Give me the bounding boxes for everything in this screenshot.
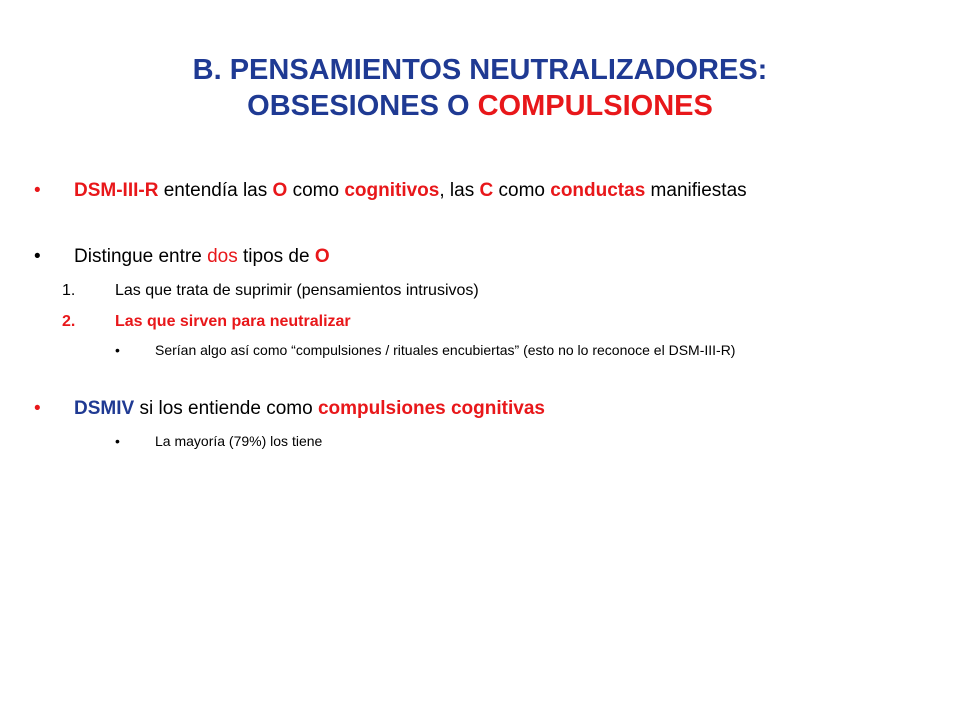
- numbered-item-1-number: 1.: [62, 282, 76, 299]
- bullet-2-dot: •: [34, 246, 41, 267]
- bullet-1-segment: como: [287, 180, 345, 201]
- title-obsesiones: OBSESIONES O: [247, 90, 478, 122]
- title-compulsiones: COMPULSIONES: [477, 90, 713, 122]
- numbered-item-2-number: 2.: [62, 313, 76, 330]
- bullet-2-segment: tipos de: [237, 246, 315, 267]
- cognitivos-term: cognitivos: [344, 180, 440, 201]
- sub-bullet-2-dot: •: [115, 433, 120, 449]
- conductas-term: conductas: [550, 180, 646, 201]
- bullet-1-dot: •: [34, 180, 41, 201]
- dos-term: dos: [207, 246, 238, 267]
- dsmiv-term: DSMIV: [74, 398, 135, 419]
- bullet-3-dot: •: [34, 398, 41, 419]
- numbered-item-1-text: Las que trata de suprimir (pensamientos intrusivos): [115, 282, 479, 299]
- bullet-1-segment: entendía las: [158, 180, 273, 201]
- bullet-3-segment: si los entiende como: [134, 398, 318, 419]
- bullet-2-text: [74, 246, 330, 268]
- sub-bullet-1-dot: •: [115, 342, 120, 358]
- bullet-1-text: [74, 180, 747, 202]
- sub-bullet-1-text: Serían algo así como “compulsiones / rituales encubiertas” (esto no lo reconoce el DSM-III-R): [155, 342, 736, 358]
- compulsion-term: C: [479, 180, 494, 201]
- bullet-2-segment: Distingue entre: [74, 246, 208, 267]
- bullet-1-segment: como: [493, 180, 551, 201]
- numbered-item-2-text: Las que sirven para neutralizar: [115, 313, 351, 330]
- bullet-1-segment: , las: [439, 180, 480, 201]
- bullet-1-segment: manifiestas: [645, 180, 747, 201]
- obsession-term: O: [314, 246, 330, 267]
- sub-bullet-2-text: La mayoría (79%) los tiene: [155, 433, 323, 449]
- slide-title-line1: B. PENSAMIENTOS NEUTRALIZADORES:: [192, 54, 768, 86]
- obsession-term: O: [272, 180, 288, 201]
- compulsiones-cognitivas-term: compulsiones cognitivas: [317, 398, 545, 419]
- dsm-iii-r-term: DSM-III-R: [74, 180, 159, 201]
- bullet-3-text: [74, 398, 545, 420]
